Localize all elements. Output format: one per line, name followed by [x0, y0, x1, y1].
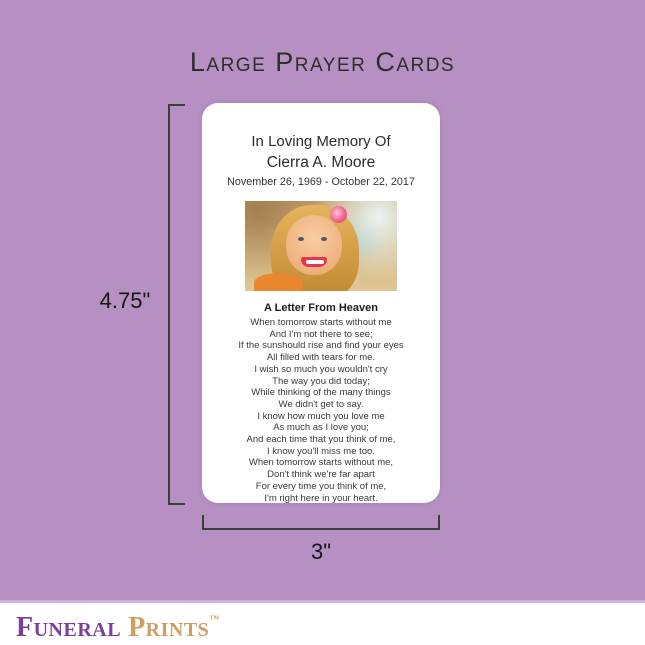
poem-line: We didn't get to say. — [278, 398, 364, 410]
height-dimension-bottom-tick — [168, 503, 185, 505]
poem-line: If the sunshould rise and find your eyes — [238, 340, 404, 352]
memorial-heading: In Loving Memory Of — [251, 133, 391, 150]
poem-line: When tomorrow starts without me — [250, 317, 392, 328]
brand-word-prints: Prints — [128, 612, 210, 643]
photo-shoulder — [254, 273, 303, 291]
height-dimension-label: 4.75" — [99, 288, 151, 313]
width-dimension-line — [202, 528, 440, 530]
brand-logo — [16, 606, 220, 642]
poem-text — [202, 317, 440, 504]
poem-line: I know how much you love me — [257, 410, 385, 422]
poem-line: I'm right here in your heart. — [264, 492, 378, 504]
poem-line: As much as I love you; — [273, 422, 369, 434]
life-dates: November 26, 1969 - October 22, 2017 — [227, 176, 415, 188]
poem-line: The way you did today; — [272, 375, 370, 387]
width-dimension-label: 3" — [310, 539, 332, 564]
footer-bar — [0, 603, 645, 645]
poem-line: For every time you think of me, — [255, 480, 387, 492]
poem-line: I know you'll miss me too. — [267, 445, 375, 457]
poem-line: And I'm not there to see; — [269, 328, 373, 340]
width-dimension-right-tick — [438, 515, 440, 530]
brand-word-funeral: Funeral — [16, 612, 122, 643]
height-dimension-line — [168, 104, 170, 505]
poem-title: A Letter From Heaven — [264, 302, 378, 314]
photo-teeth — [306, 260, 324, 264]
poem-line: I wish so much you wouldn't cry — [254, 363, 388, 375]
trademark-symbol: ™ — [209, 614, 220, 625]
prayer-card-preview — [202, 103, 440, 503]
memorial-photo — [245, 201, 397, 291]
poem-line: When tomorrow starts without me, — [248, 457, 394, 469]
width-dimension-left-tick — [202, 515, 204, 530]
page-title: Large Prayer Cards — [189, 47, 456, 77]
photo-eye-right — [321, 237, 327, 241]
deceased-name: Cierra A. Moore — [266, 154, 376, 171]
poem-line: Don't think we're far apart — [267, 469, 375, 481]
height-dimension-top-tick — [168, 104, 185, 106]
poem-line: And each time that you think of me, — [246, 434, 396, 446]
poem-line: While thinking of the many things — [251, 387, 391, 399]
poem-line: All filled with tears for me. — [266, 352, 376, 364]
